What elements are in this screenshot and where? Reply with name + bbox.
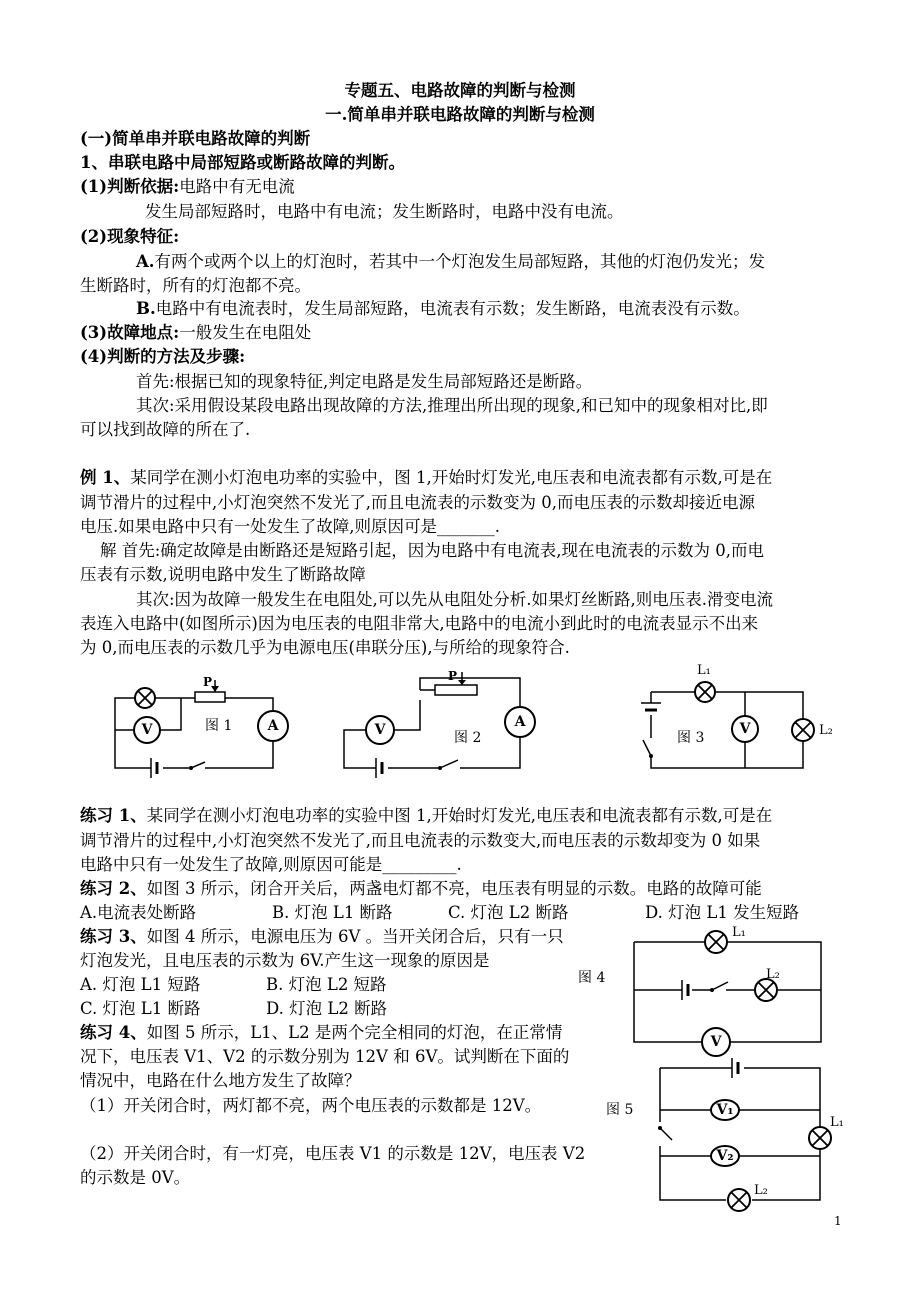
ex3-option-c: C. 灯泡 L1 断路 xyxy=(80,999,201,1018)
ex1-line1 xyxy=(80,805,772,827)
solution-line5: 为 0,而电压表的示数几乎为电源电压(串联分压),与所给的现象符合. xyxy=(80,638,570,657)
location-label: (3)故障地点: xyxy=(80,323,180,342)
lamp-l1-label: L₁ xyxy=(830,1115,844,1130)
svg-text:V: V xyxy=(739,721,751,737)
ex3-option-d: D. 灯泡 L2 断路 xyxy=(266,999,388,1018)
step2-line1: 其次:采用假设某段电路出现故障的方法,推理出所出现的现象,和已知中的现象相对比,即 xyxy=(136,396,768,415)
switch-icon xyxy=(643,740,653,758)
figure-1-circuit xyxy=(105,672,295,782)
voltmeter-icon xyxy=(702,1028,730,1056)
voltmeter-v1-icon xyxy=(711,1100,739,1120)
battery-icon xyxy=(641,703,661,710)
ammeter-icon xyxy=(258,711,288,741)
ex1-line2: 调节滑片的过程中,小灯泡突然不发光了,而且电流表的示数变大,而电压表的示数却变为 0 如果 xyxy=(80,831,761,850)
svg-text:A: A xyxy=(267,718,279,734)
lamp-icon xyxy=(135,688,155,708)
battery-icon xyxy=(376,758,382,778)
lamp-l2-icon xyxy=(792,719,814,741)
example1-line2: 调节滑片的过程中,小灯泡突然不发光了,而且电流表的示数变为 0,而电压表的示数却接近电源 xyxy=(80,493,755,512)
ex4-question2-line1: （2）开关闭合时，有一灯亮，电压表 V1 的示数是 12V，电压表 V2 xyxy=(80,1144,586,1163)
ex1-line3: 电路中只有一处发生了故障,则原因可能是_________. xyxy=(80,855,462,874)
feature-a-line1 xyxy=(136,251,765,273)
ex2-option-c: C. 灯泡 L2 断路 xyxy=(448,903,569,922)
figure-4-circuit xyxy=(578,922,838,1057)
figure-1-caption: 图 1 xyxy=(205,718,233,734)
figure-5-caption: 图 5 xyxy=(606,1102,634,1118)
solution-line4: 表连入电路中(如图所示)因为电压表的电阻非常大,电路中的电流小到此时的电流表显示不出来 xyxy=(80,614,759,633)
switch-icon xyxy=(189,762,205,770)
feature-b-tag: B. xyxy=(136,299,156,318)
ex1-text1: 某同学在测小灯泡电功率的实验中图 1,开始时灯发光,电压表和电流表都有示数,可是在 xyxy=(146,806,773,825)
battery-icon xyxy=(151,758,157,778)
step1: 首先:根据已知的现象特征,判定电路是发生局部短路还是断路。 xyxy=(136,372,593,391)
solution-line2: 压表有示数,说明电路中发生了断路故障 xyxy=(80,565,366,584)
ex2-label: 练习 2、 xyxy=(80,879,147,898)
figure-4-caption: 图 4 xyxy=(578,970,606,986)
voltmeter-icon xyxy=(732,716,758,742)
ex3-option-a: A. 灯泡 L1 短路 xyxy=(80,975,201,994)
ex4-line2: 况下，电压表 V1、V2 的示数分别为 12V 和 6V。试判断在下面的 xyxy=(80,1047,570,1066)
svg-text:V₂: V₂ xyxy=(716,1148,734,1164)
step2-line2: 可以找到故障的所在了. xyxy=(80,420,251,439)
ex3-label: 练习 3、 xyxy=(80,927,147,946)
figure-2-caption: 图 2 xyxy=(454,730,482,746)
ex2-option-a: A.电流表处断路 xyxy=(80,903,197,922)
basis-text: 电路中有无电流 xyxy=(179,177,295,196)
ex2-option-d: D. 灯泡 L1 发生短路 xyxy=(645,903,800,922)
basis-line xyxy=(80,176,295,198)
page-subtitle: 一.简单串并联电路故障的判断与检测 xyxy=(325,105,595,124)
solution-line3: 其次:因为故障一般发生在电阻处,可以先从电阻处分析.如果灯丝断路,则电压表.滑变电流 xyxy=(136,590,774,609)
basis-label: (1)判断依据: xyxy=(80,177,180,196)
feature-label: (2)现象特征: xyxy=(80,227,180,246)
page-title: 专题五、电路故障的判断与检测 xyxy=(344,81,576,100)
solution-line1: 解 首先:确定故障是由断路还是短路引起，因为电路中有电流表,现在电流表的示数为 0,而电 xyxy=(100,541,765,560)
page-number: 1 xyxy=(834,1214,842,1228)
feature-b-text: 电路中有电流表时，发生局部短路，电流表有示数；发生断路，电流表没有示数。 xyxy=(155,299,750,318)
ex3-line1 xyxy=(80,926,564,948)
location-line xyxy=(80,322,311,344)
svg-text:V: V xyxy=(710,1034,722,1050)
svg-text:V: V xyxy=(374,722,386,738)
svg-text:V₁: V₁ xyxy=(716,1102,734,1118)
ex2-line1 xyxy=(80,878,762,900)
method-label: (4)判断的方法及步骤: xyxy=(80,347,246,366)
svg-text:V: V xyxy=(141,722,153,738)
ex3-line2: 灯泡发光，且电压表的示数为 6V.产生这一现象的原因是 xyxy=(80,951,490,970)
ex2-text: 如图 3 所示，闭合开关后，两盏电灯都不亮，电压表有明显的示数。电路的故障可能 xyxy=(146,879,762,898)
basis-detail: 发生局部短路时，电路中有电流；发生断路时，电路中没有电流。 xyxy=(145,202,624,221)
point-heading: 1、串联电路中局部短路或断路故障的判断。 xyxy=(80,153,405,172)
lamp-l2-icon xyxy=(755,979,777,1001)
slider-label-2: P xyxy=(448,669,458,683)
figure-3-caption: 图 3 xyxy=(677,730,705,746)
ex4-line3: 情况中，电路在什么地方发生了故障？ xyxy=(80,1071,361,1090)
section-heading: (一)简单串并联电路故障的判断 xyxy=(80,129,311,148)
figure-3-circuit xyxy=(625,660,840,775)
ex2-option-b: B. 灯泡 L1 断路 xyxy=(272,903,393,922)
switch-icon xyxy=(710,982,728,992)
example1-label: 例 1、 xyxy=(80,468,131,487)
switch-icon xyxy=(438,760,458,770)
voltmeter-icon xyxy=(366,716,394,744)
example1-line3: 电压.如果电路中只有一处发生了故障,则原因可是_______. xyxy=(80,517,500,536)
lamp-l1-label: L₁ xyxy=(697,663,711,678)
voltmeter-icon xyxy=(134,717,160,743)
battery-icon xyxy=(732,1058,738,1078)
lamp-l1-icon xyxy=(705,931,727,953)
example1-line1 xyxy=(80,467,772,489)
ex4-label: 练习 4、 xyxy=(80,1023,147,1042)
example1-text1: 某同学在测小灯泡电功率的实验中，图 1,开始时灯发光,电压表和电流表都有示数,可是在 xyxy=(130,468,773,487)
lamp-l2-label: L₂ xyxy=(766,967,780,982)
lamp-l1-label: L₁ xyxy=(732,925,746,940)
ex4-text1: 如图 5 所示，L1、L2 是两个完全相同的灯泡，在正常情 xyxy=(146,1023,563,1042)
figure-2-circuit xyxy=(340,668,540,783)
voltmeter-v2-icon xyxy=(711,1146,739,1166)
lamp-l2-label: L₂ xyxy=(754,1183,768,1198)
figure-5-circuit xyxy=(602,1058,857,1203)
ex4-question2-line2: 的示数是 0V。 xyxy=(80,1168,191,1187)
ex1-label: 练习 1、 xyxy=(80,806,147,825)
battery-icon xyxy=(682,980,688,1000)
lamp-l2-icon xyxy=(728,1189,750,1211)
feature-b-line xyxy=(136,298,750,320)
lamp-l1-icon xyxy=(809,1127,831,1149)
ex3-option-b: B. 灯泡 L2 短路 xyxy=(266,975,387,994)
feature-a-line2: 生断路时，所有的灯泡都不亮。 xyxy=(80,276,311,295)
location-text: 一般发生在电阻处 xyxy=(179,323,312,342)
lamp-l1-icon xyxy=(695,682,715,702)
ex3-text1: 如图 4 所示，电源电压为 6V 。当开关闭合后，只有一只 xyxy=(146,927,564,946)
ex4-question1: （1）开关闭合时，两灯都不亮，两个电压表的示数都是 12V。 xyxy=(80,1096,542,1115)
lamp-l2-label: L₂ xyxy=(819,723,833,738)
ex4-line1 xyxy=(80,1022,562,1044)
feature-a-text: 有两个或两个以上的灯泡时，若其中一个灯泡发生局部短路，其他的灯泡仍发光；发 xyxy=(154,252,766,271)
svg-text:A: A xyxy=(514,714,526,730)
switch-icon xyxy=(658,1126,672,1140)
slider-label: P xyxy=(203,675,213,689)
ammeter-icon xyxy=(505,707,535,737)
feature-a-tag: A. xyxy=(136,252,155,271)
